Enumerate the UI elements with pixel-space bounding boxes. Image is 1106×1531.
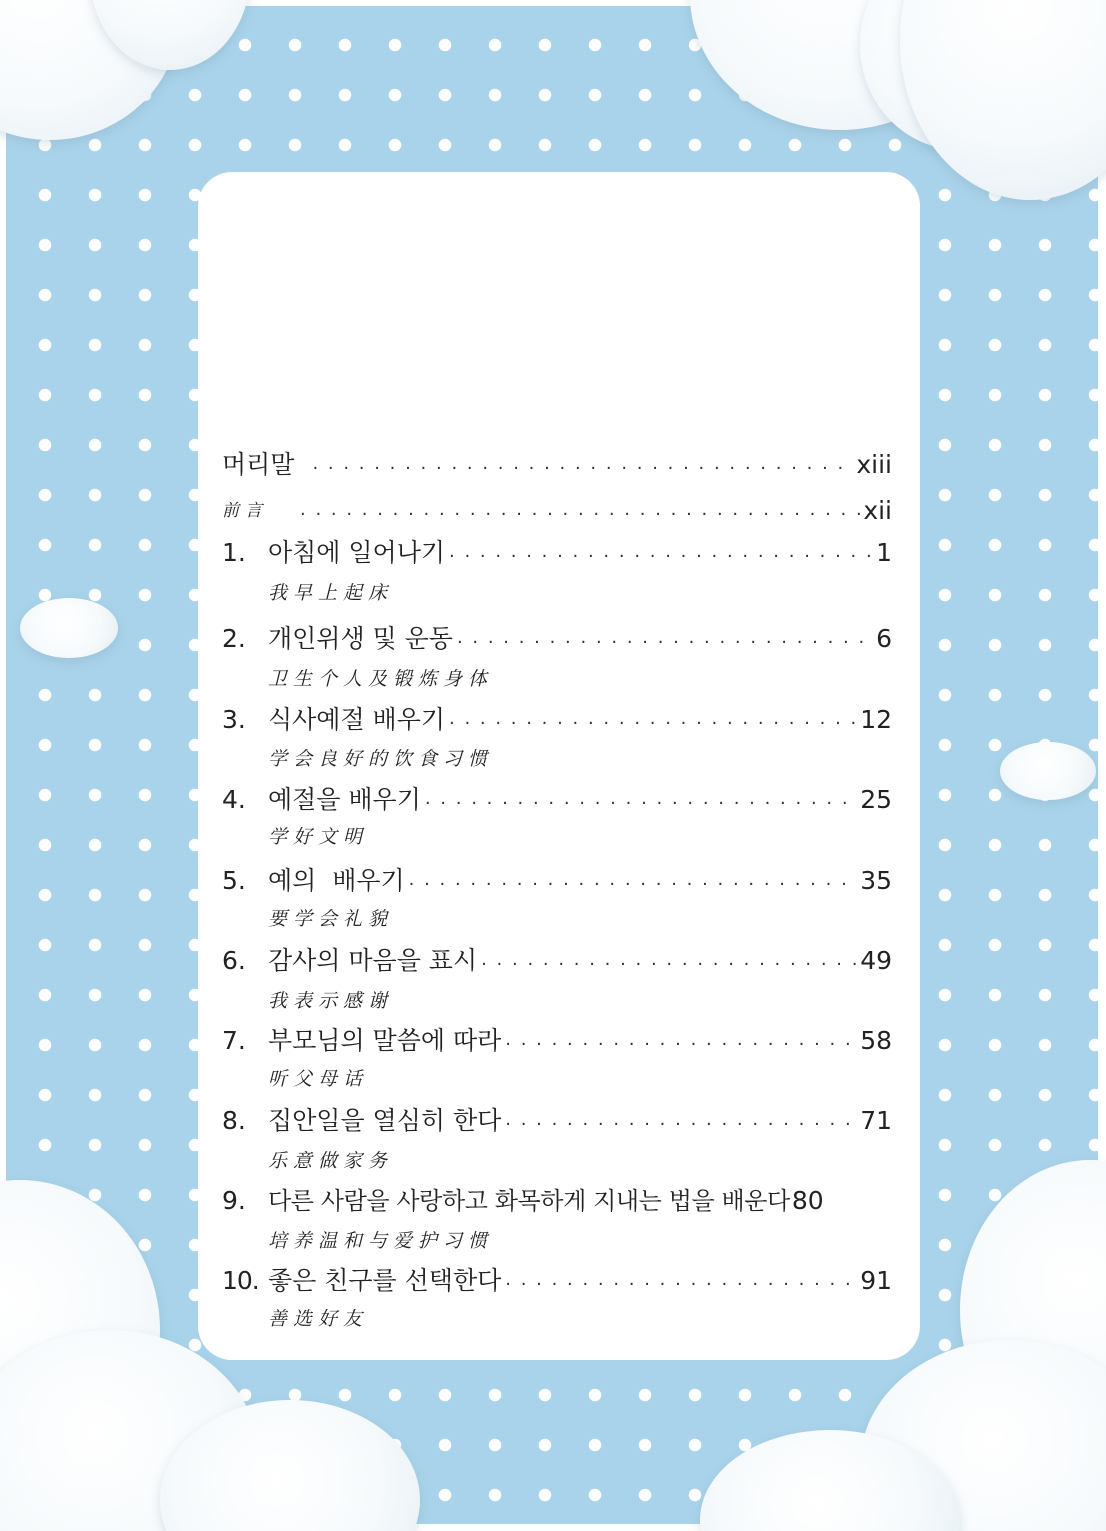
toc-page: 58 <box>860 1026 892 1055</box>
chapter-number: 8. <box>222 1106 246 1135</box>
chapter-subtitle: 卫生个人及锻炼身体 <box>268 668 494 690</box>
chapter-number: 4. <box>222 785 246 814</box>
chapter-title: 부모님의 말씀에 따라 <box>268 1026 502 1055</box>
toc-page: 12 <box>860 705 892 734</box>
toc-row[interactable] <box>222 538 892 568</box>
toc-page: xiii <box>856 450 892 479</box>
chapter-title: 예절을 배우기 <box>268 785 421 814</box>
toc-row[interactable] <box>222 946 892 976</box>
toc-row-preface-zh[interactable] <box>222 496 892 526</box>
dot-leader <box>312 452 854 476</box>
chapter-subtitle: 我早上起床 <box>268 582 394 604</box>
dot-leader <box>409 868 859 892</box>
chapter-number: 10. <box>222 1266 259 1295</box>
dot-leader <box>425 787 858 811</box>
cloud-top-right-3 <box>900 0 1106 200</box>
chapter-title: 아침에 일어나기 <box>268 538 445 567</box>
toc-row[interactable] <box>222 705 892 735</box>
dot-leader <box>449 540 874 564</box>
chapter-number: 3. <box>222 705 246 734</box>
toc-row[interactable] <box>222 785 892 815</box>
toc-page: 6 <box>876 624 892 653</box>
toc-page: 80 <box>791 1186 824 1215</box>
toc-row[interactable] <box>222 624 892 654</box>
chapter-number: 6. <box>222 946 246 975</box>
chapter-subtitle: 要学会礼貌 <box>268 908 394 930</box>
toc-row-preface-ko[interactable] <box>222 450 892 480</box>
chapter-subtitle: 学好文明 <box>268 826 369 848</box>
chapter-number: 9. <box>222 1186 246 1215</box>
toc-page: 71 <box>860 1106 892 1135</box>
dot-leader <box>457 626 874 650</box>
cloud-left-small <box>20 598 118 658</box>
chapter-number: 1. <box>222 538 246 567</box>
toc-page: 1 <box>876 538 892 567</box>
dot-leader <box>449 707 858 731</box>
chapter-subtitle: 我表示感谢 <box>268 990 394 1012</box>
toc-row[interactable] <box>222 1266 892 1296</box>
toc-page: 91 <box>860 1266 892 1295</box>
chapter-title: 집안일을 열심히 한다 <box>268 1106 502 1135</box>
dot-leader <box>505 1108 858 1132</box>
chapter-title: 예의 배우기 <box>268 866 405 895</box>
chapter-number: 5. <box>222 866 246 895</box>
toc-page: 49 <box>860 946 892 975</box>
cloud-right-small <box>1000 742 1096 800</box>
chapter-number: 2. <box>222 624 246 653</box>
chapter-title: 개인위생 및 운동 <box>268 624 453 653</box>
chapter-title: 감사의 마음을 표시 <box>268 946 478 975</box>
chapter-title: 다른 사람을 사랑하고 화목하게 지내는 법을 배운다 <box>268 1187 790 1215</box>
toc-row[interactable] <box>222 1026 892 1056</box>
chapter-title: 좋은 친구를 선택한다 <box>268 1266 502 1295</box>
toc-title: 前言 <box>222 501 268 521</box>
toc-page: xii <box>863 496 892 525</box>
chapter-subtitle: 善选好友 <box>268 1308 369 1330</box>
toc-title: 머리말 <box>222 450 295 479</box>
toc-page: 25 <box>860 785 892 814</box>
toc-row[interactable] <box>222 866 892 896</box>
chapter-title: 식사예절 배우기 <box>268 705 445 734</box>
toc-row[interactable] <box>222 1106 892 1136</box>
toc-page: 35 <box>860 866 892 895</box>
dot-leader <box>300 498 861 522</box>
dot-leader <box>481 948 858 972</box>
chapter-subtitle: 学会良好的饮食习惯 <box>268 748 494 770</box>
chapter-subtitle: 乐意做家务 <box>268 1150 394 1172</box>
dot-leader <box>505 1268 858 1292</box>
chapter-subtitle: 听父母话 <box>268 1068 369 1090</box>
chapter-number: 7. <box>222 1026 246 1055</box>
dot-leader <box>505 1028 858 1052</box>
chapter-subtitle: 培养温和与爱护习惯 <box>268 1230 494 1252</box>
toc-row[interactable] <box>222 1186 892 1216</box>
